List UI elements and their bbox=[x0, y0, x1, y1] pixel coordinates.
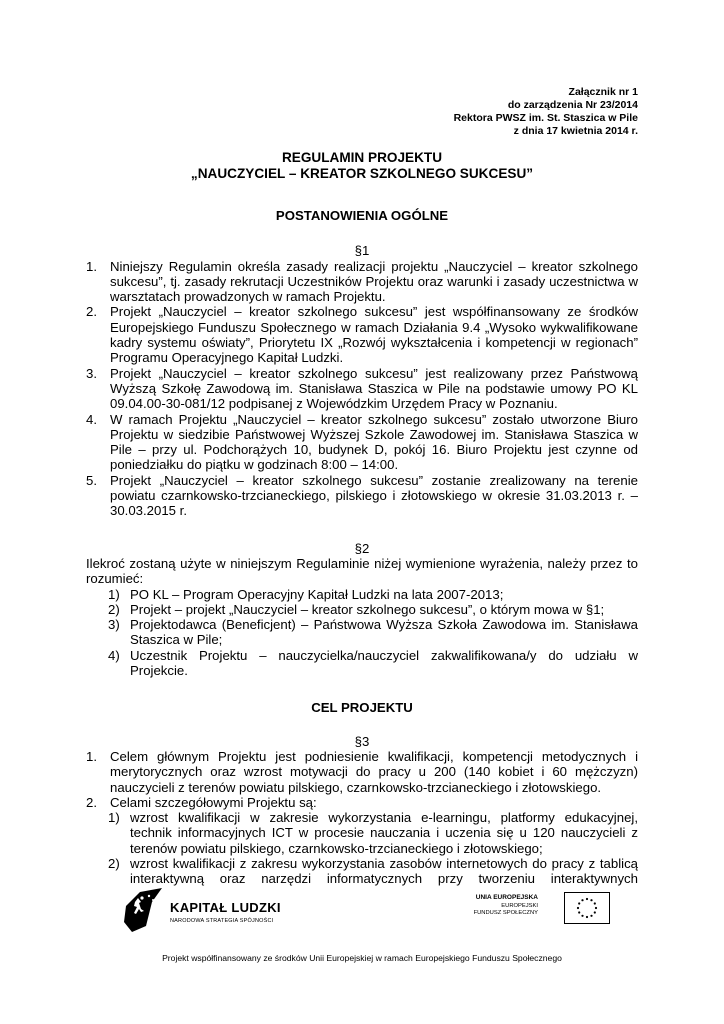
section2-list bbox=[86, 587, 638, 679]
title-line-2: „NAUCZYCIEL – KREATOR SZKOLNEGO SUKCESU” bbox=[190, 166, 534, 181]
title-line-1: REGULAMIN PROJEKTU bbox=[281, 150, 443, 165]
list-item: 1) PO KL – Program Operacyjny Kapitał Ludzki na lata 2007-2013; bbox=[108, 586, 504, 602]
attachment-header bbox=[454, 86, 638, 138]
list-item: 1. Celem głównym Projektu jest podniesienie kwalifikacji, kompetencji metodycznych i merytorycznych oraz wzrost motywacji do pracy u 200 (140 kobiet i 60 mężczyzn) nauczycieli z terenów powiatu pilskiego, czarnkowsko-trzcianeckiego i złotowskiego. bbox=[86, 748, 638, 795]
section2-intro: Ilekroć zostaną użyte w niniejszym Regulaminie niżej wymienione wyrażenia, należy przez to rozumieć: bbox=[86, 555, 638, 587]
attachment-line-3: Rektora PWSZ im. St. Staszica w Pile bbox=[453, 112, 638, 124]
section-heading-general: POSTANOWIENIA OGÓLNE bbox=[275, 208, 449, 223]
attachment-line-2: do zarządzenia Nr 23/2014 bbox=[507, 99, 638, 111]
eu-logo-line-2: EUROPEJSKI bbox=[501, 903, 538, 909]
footer-note: Projekt współfinansowany ze środków Unii Europejskiej w ramach Europejskiego Funduszu Społecznego bbox=[162, 953, 562, 963]
list-item: 1) wzrost kwalifikacji w zakresie wykorzystania e-learningu, platformy edukacyjnej, technik informacyjnych ICT w procesie nauczania i uczenia się u 120 nauczycieli z terenów powiatu pilskiego, czarnkowsko-trzcianeckiego i złotowskiego; bbox=[108, 810, 638, 856]
attachment-line-1: Załącznik nr 1 bbox=[568, 86, 638, 98]
eu-logo-line-3: FUNDUSZ SPOŁECZNY bbox=[473, 910, 538, 916]
list-item: 3) Projektodawca (Beneficjent) – Państwowa Wyższa Szkoła Zawodowa im. Stanisława Staszica w Pile; bbox=[108, 617, 638, 648]
kapital-ludzki-logo bbox=[122, 886, 282, 936]
section1-list bbox=[86, 259, 638, 519]
paragraph-symbol-1: §1 bbox=[354, 243, 370, 259]
document-title bbox=[86, 150, 638, 182]
document-body bbox=[86, 150, 638, 887]
eu-logo-line-1: UNIA EUROPEJSKA bbox=[475, 894, 538, 901]
list-item: 4. W ramach Projektu „Nauczyciel – kreator szkolnego sukcesu” zostało utworzone Biuro Projektu w siedzibie Państwowej Wyższej Szkole Zawodowej im. Stanisława Staszica w Pile – przy ul. Podchorążych 10, budynek D, pokój 16. Biuro Projektu jest czynne od poniedziałku do piątku w godzinach 8:00 – 14:00. bbox=[86, 411, 638, 473]
paragraph-symbol-2: §2 bbox=[354, 540, 370, 556]
section3-sublist bbox=[86, 810, 638, 886]
list-item: 4) Uczestnik Projektu – nauczycielka/nauczyciel zakwalifikowana/y do udziału w Projekcie. bbox=[108, 647, 638, 679]
list-item: 2) Projekt – projekt „Nauczyciel – kreator szkolnego sukcesu”, o którym mowa w §1; bbox=[108, 601, 605, 617]
paragraph-symbol-3: §3 bbox=[354, 733, 370, 749]
list-item: 3. Projekt „Nauczyciel – kreator szkolnego sukcesu” jest realizowany przez Państwową Wyższą Szkołę Zawodową im. Stanisława Staszica w Pile na podstawie umowy PO KL 09.04.00-30-081/12 podpisanej z Wojewódzkim Urzędem Pracy w Poznaniu. bbox=[86, 365, 638, 412]
eu-flag-icon bbox=[564, 892, 610, 924]
section-heading-goal: CEL PROJEKTU bbox=[311, 700, 413, 716]
list-item: 2) wzrost kwalifikacji z zakresu wykorzystania zasobów internetowych do pracy z tablicą interaktywną oraz narzędzi informatycznych przy tworzeniu interaktywnych bbox=[108, 855, 638, 887]
list-item: 5. Projekt „Nauczyciel – kreator szkolnego sukcesu” zostanie zrealizowany na terenie powiatu czarnkowsko-trzcianeckiego, pilskiego i złotowskiego w okresie 31.03.2013 r. – 30.03.2015 r. bbox=[86, 472, 638, 519]
kl-logo-subtitle: NARODOWA STRATEGIA SPÓJNOŚCI bbox=[170, 918, 274, 924]
list-item: 1. Niniejszy Regulamin określa zasady realizacji projektu „Nauczyciel – kreator szkolnego sukcesu”, tj. zasady rekrutacji Uczestników Projektu oraz warunki i zasady uczestnictwa w warsztatach prowadzonych w ramach Projektu. bbox=[86, 258, 638, 305]
footer-logos bbox=[0, 880, 724, 940]
kapital-ludzki-emblem-icon bbox=[122, 886, 164, 934]
kl-logo-name: KAPITAŁ LUDZKI bbox=[170, 900, 281, 915]
list-item: 2. Celami szczegółowymi Projektu są: 1) wzrost kwalifikacji w zakresie wykorzystania e-learningu, platformy edukacyjnej, technik informacyjnych ICT w procesie nauczania i uczenia się u 120 nauczycieli z terenów powiatu pilskiego, czarnkowsko-trzcianeckiego i złotowskiego; 2) wzrost kwalifikacji z zakresu wykorzystania zasobów internetowych do pracy z tablicą interaktywną oraz narzędzi informatycznych przy tworzeniu interaktywnych bbox=[86, 794, 638, 887]
attachment-line-4: z dnia 17 kwietnia 2014 r. bbox=[513, 125, 638, 137]
list-item: 2. Projekt „Nauczyciel – kreator szkolnego sukcesu” jest współfinansowany ze środków Europejskiego Funduszu Społecznego w ramach Działania 9.4 „Wysoko wykwalifikowane kadry systemu oświaty”, Priorytetu IX „Rozwój wykształcenia i kompetencji w regionach” Programu Operacyjnego Kapitał Ludzki. bbox=[86, 304, 638, 366]
eu-logo bbox=[470, 892, 610, 926]
section3-list bbox=[86, 749, 638, 887]
